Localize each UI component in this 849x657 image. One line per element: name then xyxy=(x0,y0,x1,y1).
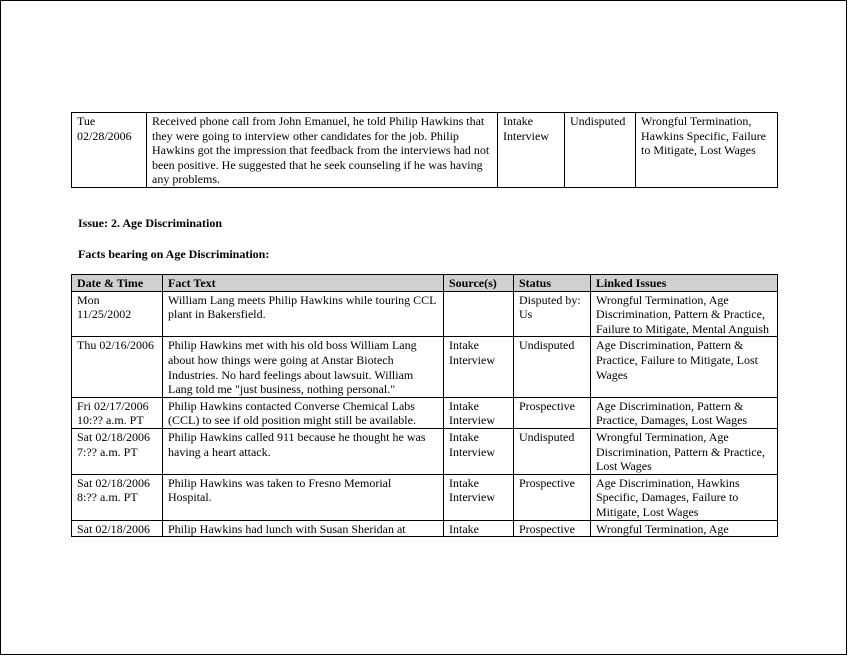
date-cell: Sat 02/18/2006 xyxy=(72,520,163,537)
table-row xyxy=(72,397,778,428)
source-cell: Intake xyxy=(444,520,514,537)
source-cell xyxy=(444,291,514,337)
table-row xyxy=(72,291,778,337)
facts-table-continued xyxy=(71,112,778,188)
header-sources: Source(s) xyxy=(444,275,514,292)
table-row xyxy=(72,428,778,474)
facts-heading: Facts bearing on Age Discrimination: xyxy=(78,247,270,261)
date-cell: Tue 02/28/2006 xyxy=(72,113,147,188)
status-cell: Disputed by: Us xyxy=(514,291,591,337)
date-cell: Fri 02/17/2006 10:?? a.m. PT xyxy=(72,397,163,428)
source-cell: Intake Interview xyxy=(444,337,514,397)
table-row xyxy=(72,337,778,397)
source-cell: Intake Interview xyxy=(444,428,514,474)
fact-cell: Philip Hawkins met with his old boss William Lang about how things were going at Anstar Biotech Industries. No hard feelings about lawsuit. William Lang told me "just business, nothing personal." xyxy=(163,337,444,397)
facts-table xyxy=(71,274,778,537)
linked-issues-cell: Wrongful Termination, Hawkins Specific, Failure to Mitigate, Lost Wages xyxy=(636,113,778,188)
date-cell: Mon 11/25/2002 xyxy=(72,291,163,337)
linked-issues-cell: Wrongful Termination, Age xyxy=(591,520,778,537)
date-cell: Sat 02/18/2006 7:?? a.m. PT xyxy=(72,428,163,474)
source-cell: Intake Interview xyxy=(498,113,565,188)
status-cell: Undisputed xyxy=(514,337,591,397)
table-header-row xyxy=(72,275,778,292)
fact-cell: Received phone call from John Emanuel, he told Philip Hawkins that they were going to interview other candidates for the job. Philip Hawkins got the impression that feedback from the interviews had not been positive. He suggested that he seek counseling if he was having any problems. xyxy=(147,113,498,188)
date-cell: Sat 02/18/2006 8:?? a.m. PT xyxy=(72,474,163,520)
source-cell: Intake Interview xyxy=(444,397,514,428)
table-row xyxy=(72,520,778,537)
fact-cell: Philip Hawkins contacted Converse Chemical Labs (CCL) to see if old position might still be available. xyxy=(163,397,444,428)
table-row xyxy=(72,113,778,188)
status-cell: Prospective xyxy=(514,520,591,537)
linked-issues-cell: Wrongful Termination, Age Discrimination, Pattern & Practice, Lost Wages xyxy=(591,428,778,474)
status-cell: Undisputed xyxy=(514,428,591,474)
linked-issues-cell: Wrongful Termination, Age Discrimination, Pattern & Practice, Failure to Mitigate, Mental Anguish xyxy=(591,291,778,337)
issue-heading: Issue: 2. Age Discrimination xyxy=(78,216,222,230)
status-cell: Prospective xyxy=(514,474,591,520)
header-linked-issues: Linked Issues xyxy=(591,275,778,292)
header-fact-text: Fact Text xyxy=(163,275,444,292)
source-cell: Intake Interview xyxy=(444,474,514,520)
linked-issues-cell: Age Discrimination, Pattern & Practice, Damages, Lost Wages xyxy=(591,397,778,428)
linked-issues-cell: Age Discrimination, Pattern & Practice, Failure to Mitigate, Lost Wages xyxy=(591,337,778,397)
status-cell: Prospective xyxy=(514,397,591,428)
header-date-time: Date & Time xyxy=(72,275,163,292)
linked-issues-cell: Age Discrimination, Hawkins Specific, Damages, Failure to Mitigate, Lost Wages xyxy=(591,474,778,520)
date-cell: Thu 02/16/2006 xyxy=(72,337,163,397)
status-cell: Undisputed xyxy=(565,113,636,188)
table-row xyxy=(72,474,778,520)
header-status: Status xyxy=(514,275,591,292)
fact-cell: Philip Hawkins was taken to Fresno Memorial Hospital. xyxy=(163,474,444,520)
fact-cell: Philip Hawkins called 911 because he thought he was having a heart attack. xyxy=(163,428,444,474)
fact-cell: William Lang meets Philip Hawkins while touring CCL plant in Bakersfield. xyxy=(163,291,444,337)
fact-cell: Philip Hawkins had lunch with Susan Sheridan at xyxy=(163,520,444,537)
